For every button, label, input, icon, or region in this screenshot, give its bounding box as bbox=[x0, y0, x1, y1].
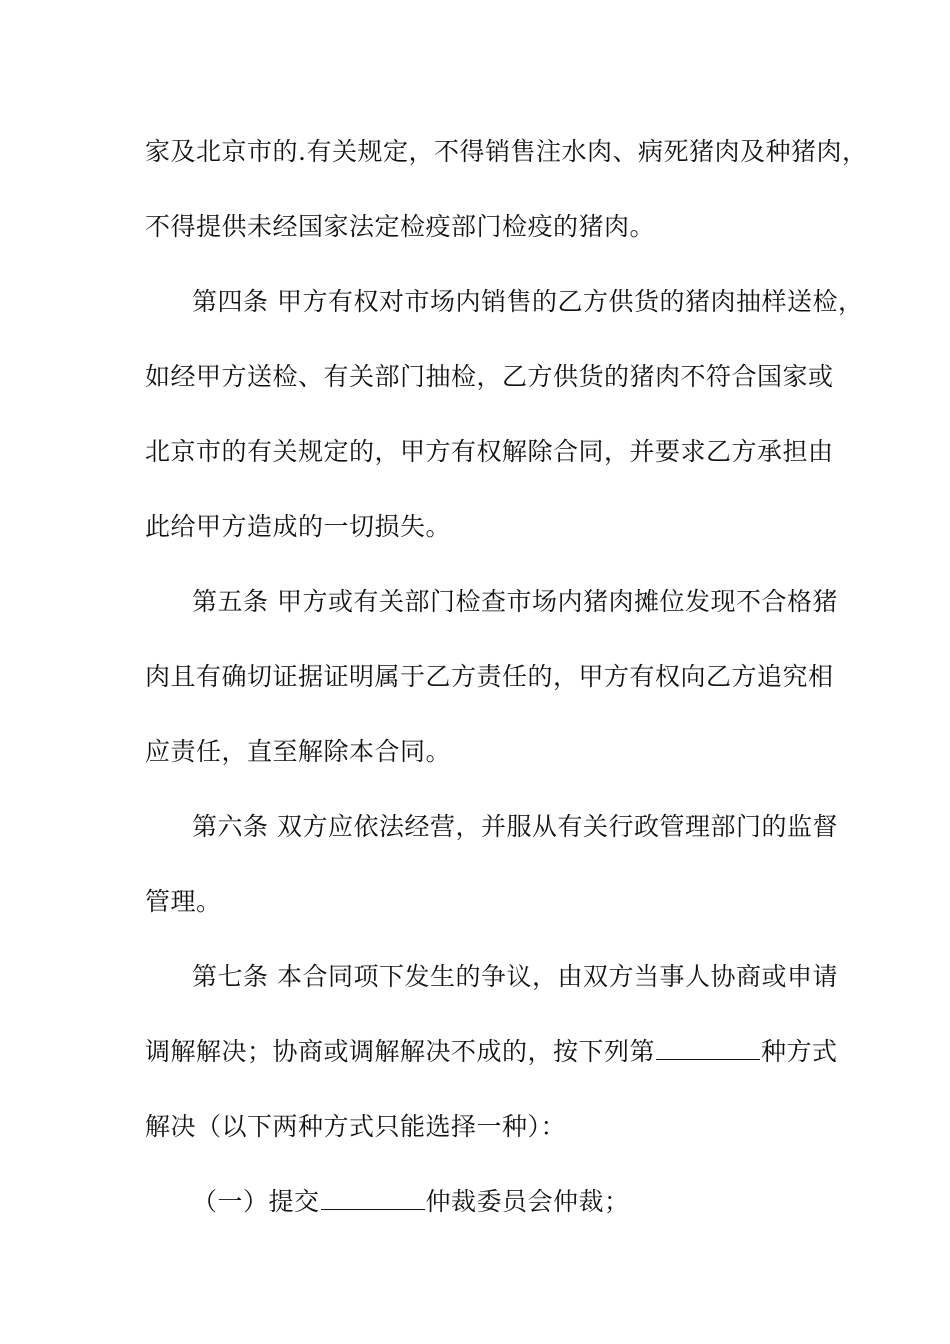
text-line-with-blank bbox=[145, 1036, 838, 1068]
text-line: 不得提供未经国家法定检疫部门检疫的猪肉。 bbox=[145, 212, 656, 241]
text-line: 如经甲方送检、有关部门抽检，乙方供货的猪肉不符合国家或 bbox=[145, 362, 834, 391]
article-5-heading-line: 第五条 甲方或有关部门检查市场内猪肉摊位发现不合格猪 bbox=[192, 587, 838, 616]
text-line: 解决（以下两种方式只能选择一种）： bbox=[145, 1112, 567, 1141]
text-line: 应责任，直至解除本合同。 bbox=[145, 737, 452, 766]
text-segment: 调解解决；协商或调解解决不成的，按下列第 bbox=[145, 1037, 656, 1066]
text-line: 北京市的有关规定的，甲方有权解除合同，并要求乙方承担由 bbox=[145, 437, 834, 466]
text-line: 管理。 bbox=[145, 887, 222, 916]
article-7-heading-line: 第七条 本合同项下发生的争议，由双方当事人协商或申请 bbox=[192, 962, 838, 991]
fill-in-blank bbox=[321, 1187, 425, 1210]
text-segment: 仲裁委员会仲裁； bbox=[425, 1187, 630, 1216]
article-6-heading-line: 第六条 双方应依法经营，并服从有关行政管理部门的监督 bbox=[192, 812, 838, 841]
option-1-line bbox=[192, 1186, 630, 1218]
article-4-heading-line: 第四条 甲方有权对市场内销售的乙方供货的猪肉抽样送检， bbox=[192, 287, 864, 316]
text-line: 肉且有确切证据证明属于乙方责任的，甲方有权向乙方追究相 bbox=[145, 662, 834, 691]
text-segment: 种方式 bbox=[761, 1037, 838, 1066]
text-line: 此给甲方造成的一切损失。 bbox=[145, 512, 452, 541]
text-segment: （一）提交 bbox=[192, 1187, 320, 1216]
fill-in-blank bbox=[656, 1037, 760, 1060]
text-line: 家及北京市的.有关规定，不得销售注水肉、病死猪肉及种猪肉， bbox=[145, 137, 868, 166]
